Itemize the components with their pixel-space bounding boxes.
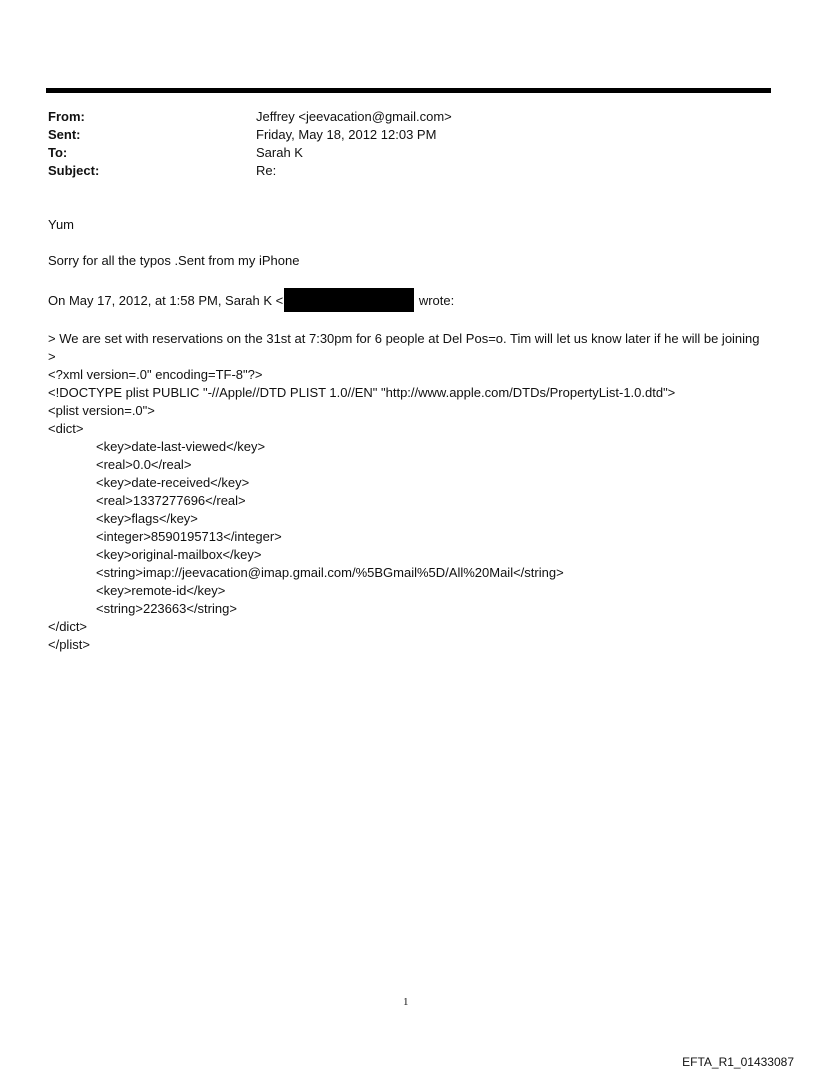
page-number: 1 — [403, 996, 409, 1008]
wrote-suffix: wrote: — [415, 293, 455, 308]
xml-line: <!DOCTYPE plist PUBLIC "-//Apple//DTD PLIST 1.0//EN" "http://www.apple.com/DTDs/PropertyList-1.0.dtd"> — [48, 385, 676, 400]
email-body — [48, 216, 770, 654]
xml-dict-line: <string>imap://jeevacation@imap.gmail.com/%5BGmail%5D/All%20Mail</string> — [96, 565, 564, 580]
xml-line: <?xml version=.0" encoding=TF-8"?> — [48, 367, 263, 382]
sent-label: Sent: — [48, 127, 81, 142]
quoted-text: > We are set with reservations on the 31st at 7:30pm for 6 people at Del Pos=o. Tim will let us know later if he will be joining — [48, 331, 760, 346]
from-value: Jeffrey <jeevacation@gmail.com> — [256, 109, 452, 124]
xml-dict-line: <key>date-received</key> — [96, 475, 250, 490]
to-value: Sarah K — [256, 145, 303, 160]
body-line-yum: Yum — [48, 217, 75, 232]
sent-value: Friday, May 18, 2012 12:03 PM — [256, 127, 437, 142]
xml-dict-line: <string>223663</string> — [96, 601, 237, 616]
body-line-signature: Sorry for all the typos .Sent from my iPhone — [48, 253, 300, 268]
wrote-prefix: On May 17, 2012, at 1:58 PM, Sarah K < — [48, 293, 284, 308]
xml-dict-line: <key>original-mailbox</key> — [96, 547, 262, 562]
xml-dict-line: <real>1337277696</real> — [96, 493, 246, 508]
xml-dict-line: <integer>8590195713</integer> — [96, 529, 282, 544]
xml-dict-line: <real>0.0</real> — [96, 457, 192, 472]
to-label: To: — [48, 145, 68, 160]
bates-number: EFTA_R1_01433087 — [682, 1055, 794, 1069]
xml-line: <plist version=.0"> — [48, 403, 155, 418]
quote-marker: > — [48, 349, 56, 364]
subject-label: Subject: — [48, 163, 100, 178]
quote-attribution — [48, 288, 770, 312]
header-rule — [46, 88, 771, 93]
xml-dict-line: <key>flags</key> — [96, 511, 198, 526]
xml-dict-line: <key>remote-id</key> — [96, 583, 226, 598]
subject-value: Re: — [256, 163, 277, 178]
from-label: From: — [48, 109, 85, 124]
xml-line: <dict> — [48, 421, 84, 436]
xml-closing-line: </dict> — [48, 619, 88, 634]
xml-closing-line: </plist> — [48, 637, 90, 652]
redaction-block — [284, 288, 414, 312]
xml-dict-line: <key>date-last-viewed</key> — [96, 439, 266, 454]
